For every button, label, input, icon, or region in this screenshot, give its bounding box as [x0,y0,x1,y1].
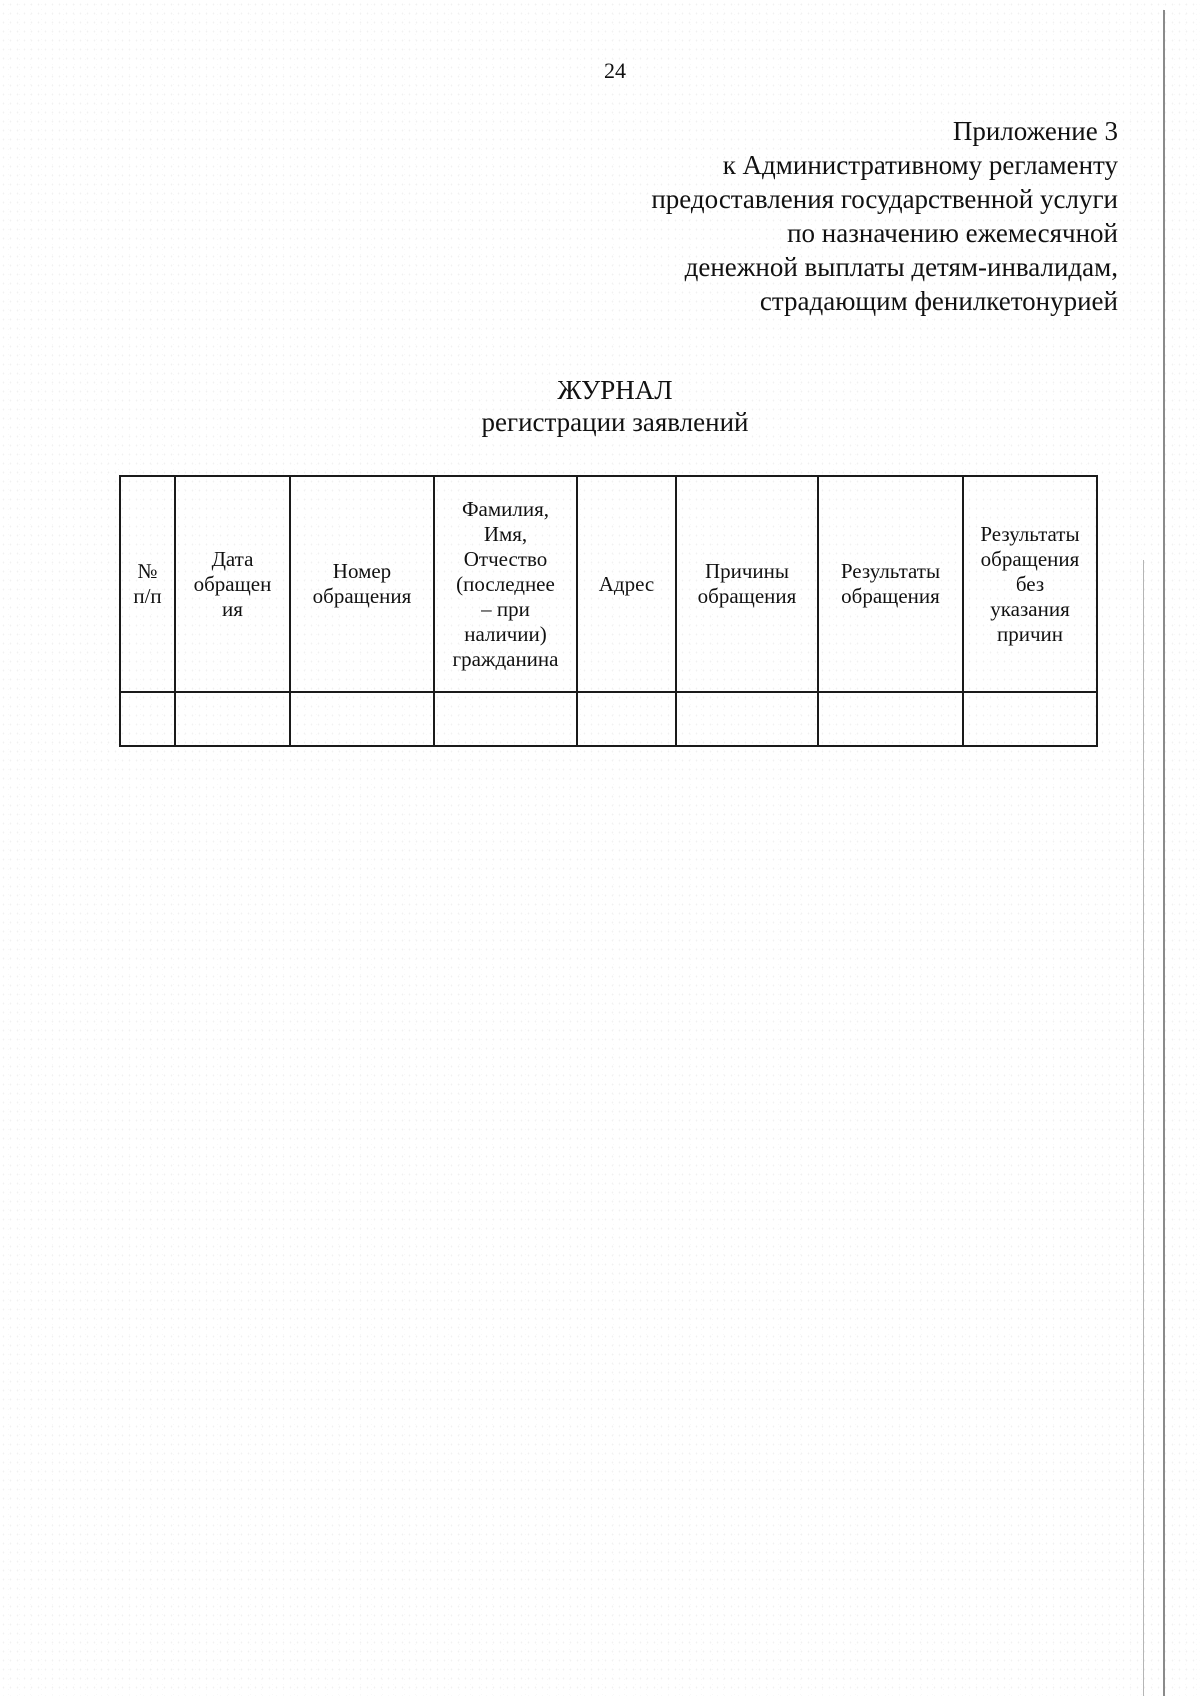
journal-heading [0,374,1200,438]
table-header-row [120,476,1097,692]
table-cell [434,692,577,746]
column-header-date: Дата обращен ия [175,476,290,692]
appendix-line: Приложение 3 [952,116,1118,146]
column-header-reasons: Причины обращения [676,476,818,692]
scan-edge-line-secondary [1143,560,1144,1696]
appendix-line: по назначению ежемесячной [787,218,1118,248]
appendix-line: денежной выплаты детям-инвалидам, [684,252,1118,282]
table-row [120,692,1097,746]
appendix-line: страдающим фенилкетонурией [759,286,1118,316]
appendix-line: предоставления государственной услуги [651,184,1118,214]
page-number: 24 [604,58,626,83]
table-cell [175,692,290,746]
column-header-request-number: Номер обращения [290,476,434,692]
table-cell [120,692,175,746]
column-header-number: № п/п [120,476,175,692]
appendix-line: к Административному регламенту [722,150,1118,180]
column-header-full-name: Фамилия, Имя, Отчество (последнее – при наличии) гражданина [434,476,577,692]
journal-title: ЖУРНАЛ [557,375,673,405]
table-cell [818,692,963,746]
registration-table [119,475,1098,747]
table-cell [290,692,434,746]
column-header-results-no-reasons: Результаты обращения без указания причин [963,476,1097,692]
scan-edge-line [1163,10,1165,1696]
column-header-results: Результаты обращения [818,476,963,692]
journal-subtitle: регистрации заявлений [481,407,749,437]
table-cell [676,692,818,746]
table-cell [577,692,676,746]
column-header-address: Адрес [577,476,676,692]
table-cell [963,692,1097,746]
appendix-note [651,114,1118,318]
